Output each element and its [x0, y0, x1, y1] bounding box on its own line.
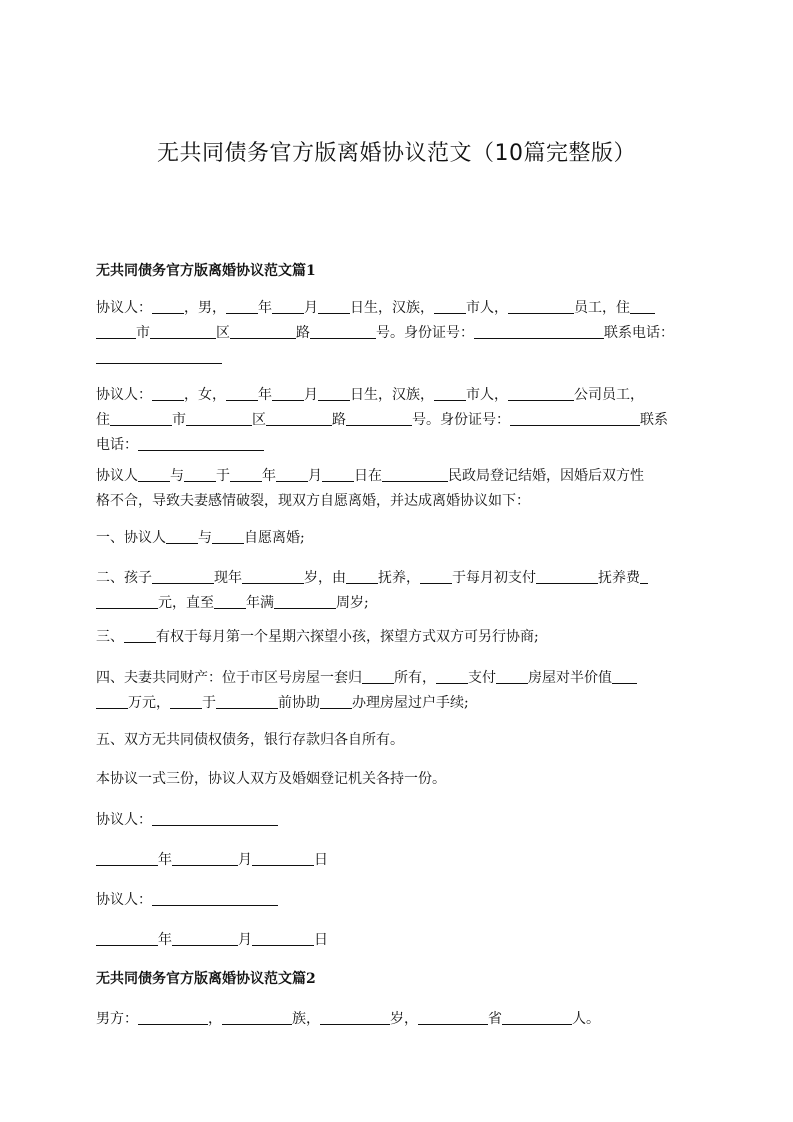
- clause-4: 四、夫妻共同财产：位于市区号房屋一套归 所有， 支付 房屋对半价值 万元， 于 前协助 办理房屋过户手续;: [96, 666, 700, 716]
- marriage-paragraph: 协议人 与 于 年 月 日在 民政局登记结婚，因婚后双方性 格不合，导致夫妻感情破裂，现双方自愿离婚，并达成离婚协议如下：: [96, 464, 700, 514]
- clause-1: 一、协议人 与 自愿离婚;: [96, 526, 700, 551]
- husband-info: 男方： ， 族， 岁， 省 人。: [96, 1007, 700, 1032]
- clause-3: 三、 有权于每月第一个星期六探望小孩，探望方式双方可另行协商;: [96, 625, 700, 650]
- copies-statement: 本协议一式三份，协议人双方及婚姻登记机关各持一份。: [96, 771, 446, 787]
- document-title: 无共同债务官方版离婚协议范文（10篇完整版）: [157, 141, 636, 166]
- clause-5: 五、双方无共同债权债务，银行存款归各自所有。: [96, 732, 404, 748]
- date-line-1: 年 月 日: [96, 848, 700, 873]
- party-2-paragraph: 协议人： ，女， 年 月 日生，汉族， 市人， 公司员工， 住 市 区 路 号。身份证号： 联系 电话：: [96, 383, 700, 458]
- signature-line-1: 协议人：: [96, 808, 700, 833]
- clause-2: 二、孩子 现年 岁，由 抚养， 于每月初支付 抚养费 元，直至 年满 周岁;: [96, 566, 700, 616]
- date-line-2: 年 月 日: [96, 928, 700, 953]
- signature-line-2: 协议人：: [96, 888, 700, 913]
- section-heading-1: 无共同债务官方版离婚协议范文篇1: [96, 263, 316, 279]
- section-heading-2: 无共同债务官方版离婚协议范文篇2: [96, 971, 316, 987]
- party-1-paragraph: 协议人： ，男， 年 月 日生，汉族， 市人， 员工，住 市 区 路 号。身份证号： 联系电话：: [96, 296, 700, 371]
